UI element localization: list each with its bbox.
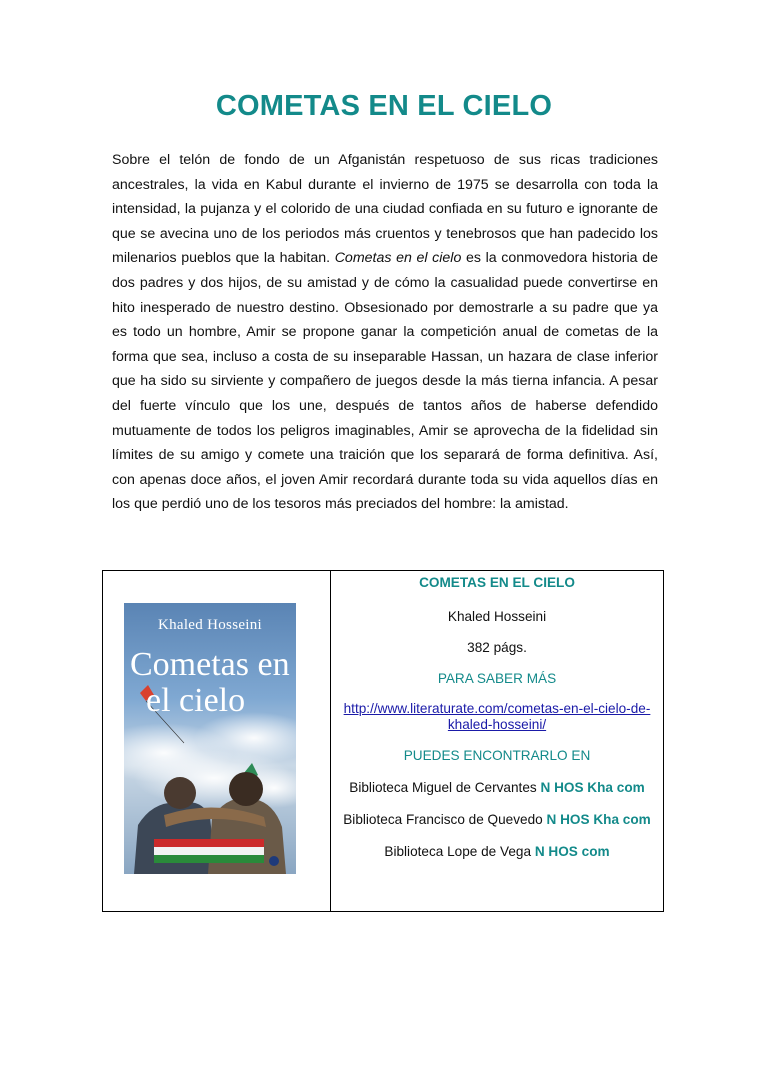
cover-title-line2: el cielo xyxy=(146,682,246,719)
synopsis-paragraph xyxy=(112,148,658,517)
cover-author: Khaled Hosseini xyxy=(157,617,263,633)
cover-title xyxy=(130,647,296,719)
synopsis-italic-title: Cometas en el cielo xyxy=(334,250,462,267)
library-call-number: N HOS com xyxy=(534,844,610,859)
library-call-number: N HOS Kha com xyxy=(540,780,645,795)
library-name: Biblioteca Miguel de Cervantes xyxy=(349,780,537,795)
page-title: COMETAS EN EL CIELO xyxy=(215,90,553,122)
more-info-link-wrapper xyxy=(331,701,663,733)
library-call-number: N HOS Kha com xyxy=(546,812,651,827)
library-row xyxy=(331,812,663,828)
details-author: Khaled Hosseini xyxy=(447,609,547,624)
more-info-heading: PARA SABER MÁS xyxy=(437,671,557,686)
library-row xyxy=(331,844,663,860)
details-cell xyxy=(331,571,663,911)
details-book-title: COMETAS EN EL CIELO xyxy=(419,575,575,590)
book-info-table xyxy=(102,570,664,912)
more-info-link-line1: http://www.literaturate.com/cometas-en-el-cielo-de- xyxy=(343,701,651,716)
cover-artwork xyxy=(124,603,296,874)
book-cover-image xyxy=(124,603,296,874)
synopsis-text-1: Sobre el telón de fondo de un Afganistán respetuoso de sus ricas tradiciones ancestrales, la vida en Kabul durante el invierno de 1975 se desarrolla con toda la intensidad, la pujanza y el colorido de una ciudad confiada en su futuro e ignorante de que se avecina uno de los periodos más cruentos y tenebrosos que han padecido los milenarios pueblos que la habitan. xyxy=(112,152,658,267)
find-it-heading: PUEDES ENCONTRARLO EN xyxy=(403,748,591,763)
cover-cell xyxy=(103,571,331,911)
synopsis-text-2: es la conmovedora historia de dos padres y dos hijos, de su amistad y de cómo la casualidad puede convertirse en hito inesperado de nuestro destino. Obsesionado por demostrarle a su padre que ya es todo un hombre, Amir se propone ganar la competición anual de cometas de la forma que sea, incluso a costa de su inseparable Hassan, un hazara de clase inferior que ha sido su sirviente y compañero de juegos desde la más tierna infancia. A pesar del fuerte vínculo que los une, después de tantos años de haberse defendido mutuamente de todos los peligros imaginables, Amir se aprovecha de la fidelidad sin límites de su amigo y comete una traición que los separará de forma definitiva. Así, con apenas doce años, el joven Amir recordará durante toda su vida aquellos días en los que perdió uno de los tesoros más preciados del hombre: la amistad. xyxy=(112,250,658,513)
library-name: Biblioteca Lope de Vega xyxy=(384,844,532,859)
more-info-link-line2: khaled-hosseini/ xyxy=(447,717,547,732)
library-row xyxy=(331,780,663,796)
details-pages: 382 págs. xyxy=(467,640,527,655)
cover-title-line1: Cometas en xyxy=(130,646,290,683)
more-info-link[interactable] xyxy=(344,701,651,732)
library-name: Biblioteca Francisco de Quevedo xyxy=(343,812,543,827)
